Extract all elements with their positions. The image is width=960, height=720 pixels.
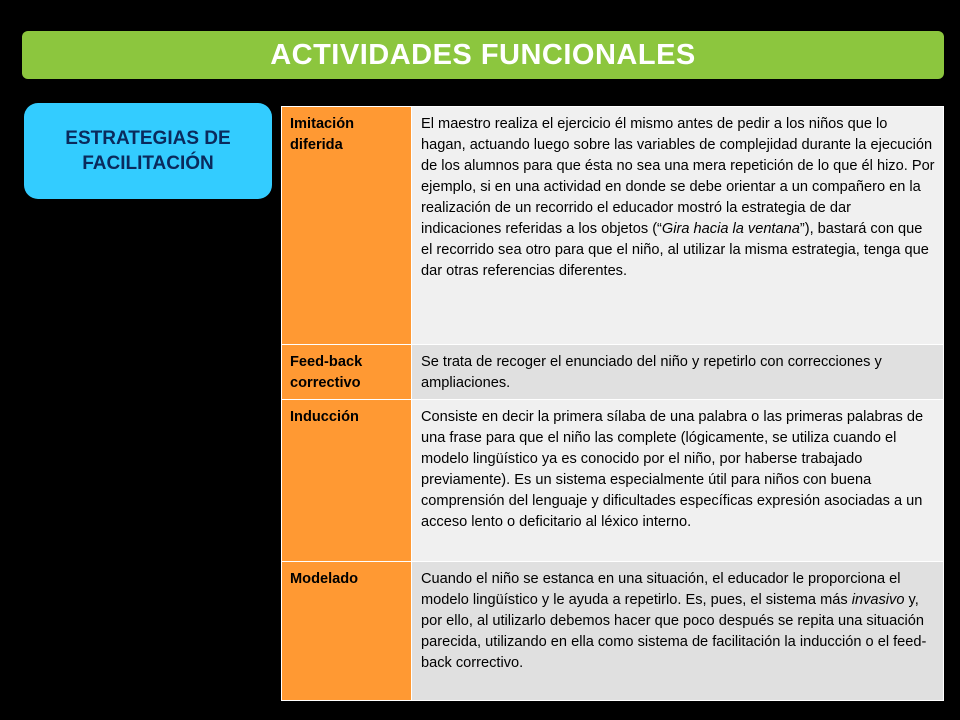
page-title: ACTIVIDADES FUNCIONALES [270,38,696,71]
strategy-term: Imitación diferida [282,107,412,345]
strategy-term: Feed-back correctivo [282,345,412,400]
table-row [282,400,944,562]
strategy-description: Consiste en decir la primera sílaba de una palabra o las primeras palabras de una frase para que el niño las complete (lógicamente, se utiliza cuando el modelo lingüístico ya es conocido por el niño, por haberse trabajado previamente). Es un sistema especialmente útil para niños con buena comprensión del lenguaje y dificultades específicas expresión asociadas a un acceso lento o deficitario al léxico interno. [412,400,944,562]
description-text: y, por ello, al utilizarlo debemos hacer que poco después se repita una situación parecida, utilizando en ella como sistema de facilitación la inducción o el feed-back correctivo. [421,592,927,671]
strategies-table [281,106,944,701]
table-row [282,107,944,345]
section-label-text: ESTRATEGIAS DE FACILITACIÓN [65,128,231,174]
description-text: Cuando el niño se estanca en una situación, el educador le proporciona el modelo lingüístico y le ayuda a repetirlo. Es, pues, el sistema más [421,571,901,608]
strategy-term: Inducción [282,400,412,562]
section-label [24,103,272,199]
strategy-description [412,107,944,345]
description-example: Gira hacia la ventana [661,221,800,237]
title-banner [22,31,944,79]
description-text: El maestro realiza el ejercicio él mismo antes de pedir a los niños que lo hagan, actuando luego sobre las variables de complejidad durante la ejecución de los alumnos para que ésta no sea una mera repetición de lo que él hizo. Por ejemplo, si en una actividad en donde se debe orientar a un compañero en la realización de un recorrido el educador mostró la estrategia de dar indicaciones referidas a los objetos (“ [421,116,935,237]
table-row [282,562,944,701]
description-text: ”), bastará con que el recorrido sea otro para que el niño, al utilizar la misma estrategia, tenga que dar otras referencias diferentes. [421,221,929,279]
strategy-description: Se trata de recoger el enunciado del niño y repetirlo con correcciones y ampliaciones. [412,345,944,400]
strategy-description [412,562,944,701]
description-emphasis: invasivo [851,592,905,608]
table-row [282,345,944,400]
strategy-term: Modelado [282,562,412,701]
